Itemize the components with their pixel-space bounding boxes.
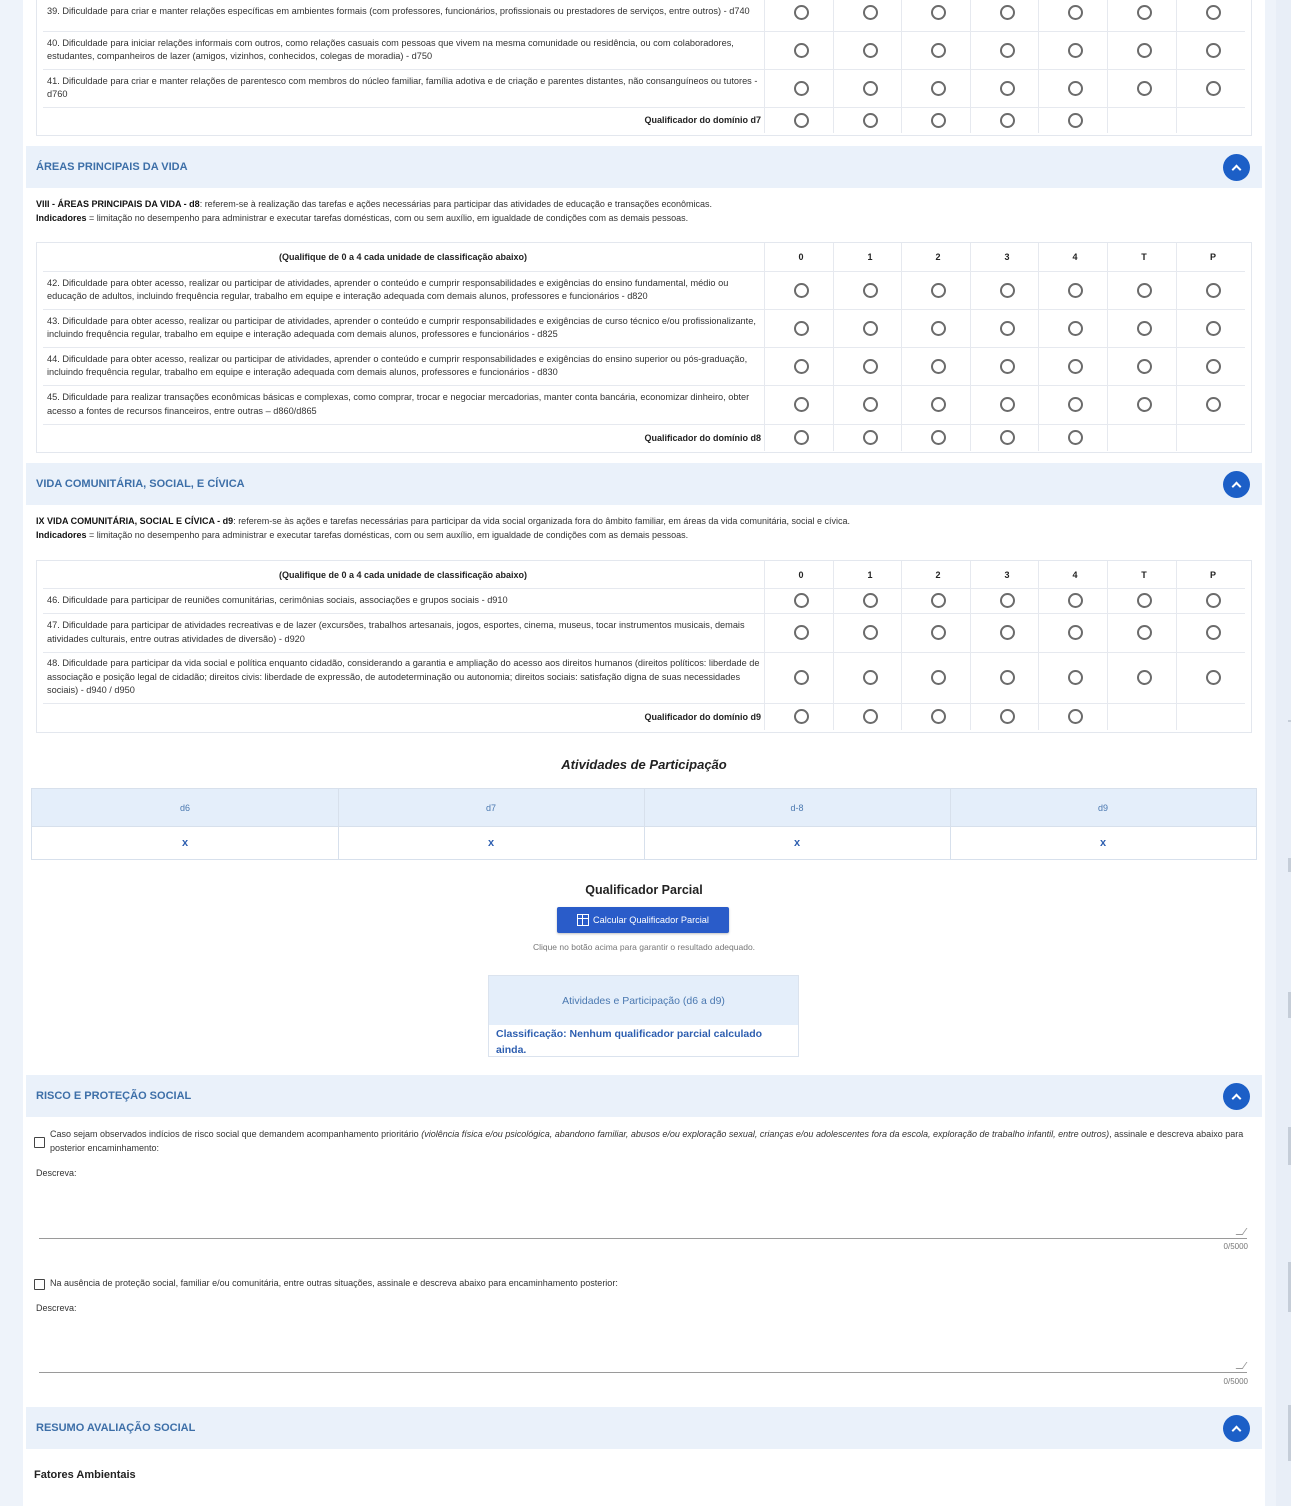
option-column-header: T: [1141, 252, 1147, 262]
answer-radio[interactable]: [794, 625, 809, 640]
answer-radio[interactable]: [794, 43, 809, 58]
character-counter: 0/5000: [1223, 1377, 1248, 1386]
answer-radio[interactable]: [794, 670, 809, 685]
result-box-title: Atividades e Participação (d6 a d9): [489, 976, 798, 1025]
protection-description-textarea[interactable]: [39, 1314, 1247, 1373]
answer-radio[interactable]: [1000, 43, 1015, 58]
chevron-up-icon: [1232, 1425, 1242, 1435]
answer-radio[interactable]: [1206, 593, 1221, 608]
qualifier-radio[interactable]: [863, 709, 878, 724]
section-header-risco-protecao[interactable]: [26, 1075, 1262, 1117]
answer-radio[interactable]: [863, 43, 878, 58]
button-label: Calcular Qualificador Parcial: [593, 915, 709, 925]
participation-value: x: [487, 837, 495, 849]
answer-radio[interactable]: [1137, 359, 1152, 374]
scrollbar-track[interactable]: [1276, 0, 1291, 1506]
answer-radio[interactable]: [1206, 625, 1221, 640]
answer-radio[interactable]: [1000, 593, 1015, 608]
question-text: 45. Dificuldade para realizar transações econômicas básicas e complexas, como comprar, trocar e negociar mercadorias, manter conta bancária, economizar dinheiro, obter acesso a fontes de recursos financeiros, entre outras – d860/d865: [47, 392, 750, 416]
table-header-label: (Qualifique de 0 a 4 cada unidade de classificação abaixo): [278, 252, 528, 262]
answer-radio[interactable]: [1000, 81, 1015, 96]
section-header-resumo[interactable]: [26, 1407, 1262, 1449]
chevron-up-icon: [1232, 164, 1242, 174]
answer-radio[interactable]: [794, 81, 809, 96]
participation-value: x: [1099, 837, 1107, 849]
option-column-header: 3: [1004, 252, 1010, 262]
answer-radio[interactable]: [1137, 321, 1152, 336]
answer-radio[interactable]: [863, 670, 878, 685]
question-text: 43. Dificuldade para obter acesso, realizar ou participar de atividades, aprender o conteúdo e cumprir responsabilidades e exigências de curso técnico e/ou profissionalizante, incluindo frequência regular, trabalho em equipe e interação adequada com demais alunos, professores e funcionários - d825: [47, 315, 756, 339]
answer-radio[interactable]: [931, 625, 946, 640]
answer-radio[interactable]: [1068, 670, 1083, 685]
option-column-header: 2: [935, 569, 941, 580]
answer-radio[interactable]: [863, 5, 878, 20]
answer-radio[interactable]: [863, 359, 878, 374]
participation-column-header: d7: [485, 802, 496, 813]
question-text: 42. Dificuldade para obter acesso, realizar ou participar de atividades, aprender o conteúdo e cumprir responsabilidades e exigências do ensino fundamental, médio ou educação de adultos, incluindo frequência regular, trabalho em equipe e interação adequada com demais alunos, professores e funcionários - d820: [47, 277, 729, 301]
qualifier-radio[interactable]: [863, 113, 878, 128]
qualifier-radio[interactable]: [1000, 430, 1015, 445]
no-protection-checkbox[interactable]: [34, 1279, 45, 1290]
answer-radio[interactable]: [863, 81, 878, 96]
qualifier-radio[interactable]: [794, 113, 809, 128]
answer-radio[interactable]: [794, 321, 809, 336]
answer-radio[interactable]: [1137, 5, 1152, 20]
qualifier-radio[interactable]: [1000, 709, 1015, 724]
question-text: 47. Dificuldade para participar de atividades recreativas e de lazer (excursões, trabalhos artesanais, jogos, esportes, cinema, museus, tocar instrumentos musicais, demais atividades culturais, entre outras atividades de diversão) - d920: [47, 620, 745, 644]
answer-radio[interactable]: [931, 81, 946, 96]
answer-radio[interactable]: [931, 43, 946, 58]
answer-radio[interactable]: [931, 5, 946, 20]
participation-value: x: [793, 837, 801, 849]
chevron-up-icon: [1232, 481, 1242, 491]
qualifier-radio[interactable]: [1068, 113, 1083, 128]
answer-radio[interactable]: [1137, 625, 1152, 640]
answer-radio[interactable]: [931, 283, 946, 298]
resize-handle-icon[interactable]: [1236, 1228, 1248, 1235]
no-protection-label: Na ausência de proteção social, familiar e/ou comunitária, entre outras situações, assinale e descreva abaixo para encaminhamento posterior:: [50, 1278, 618, 1288]
answer-radio[interactable]: [1068, 43, 1083, 58]
answer-radio[interactable]: [931, 593, 946, 608]
answer-radio[interactable]: [863, 321, 878, 336]
domain-qualifier-label: Qualificador do domínio d8: [644, 432, 761, 443]
domain-qualifier-label: Qualificador do domínio d9: [644, 711, 761, 722]
section-title: RESUMO AVALIAÇÃO SOCIAL: [36, 1422, 196, 1434]
section-title: ÁREAS PRINCIPAIS DA VIDA: [36, 161, 188, 173]
qualifier-radio[interactable]: [1068, 430, 1083, 445]
option-column-header: P: [1209, 252, 1216, 262]
form-page: [23, 0, 1265, 1506]
answer-radio[interactable]: [1000, 670, 1015, 685]
risk-indicator-label: Caso sejam observados indícios de risco social que demandem acompanhamento prioritário (violência física e/ou psicológica, abandono familiar, abusos e/ou exploração sexual, crianças e/ou adolescentes fora da escola, exploração de trabalho infantil, entre outros), assinale e descreva abaixo para posterior encaminhamento:: [50, 1129, 1244, 1154]
answer-radio[interactable]: [1137, 283, 1152, 298]
qualifier-radio[interactable]: [863, 430, 878, 445]
collapse-toggle-button[interactable]: [1223, 1415, 1250, 1442]
qualifier-radio[interactable]: [931, 709, 946, 724]
section-header-areas-principais[interactable]: [26, 146, 1262, 188]
participation-table: [31, 788, 1257, 860]
answer-radio[interactable]: [931, 321, 946, 336]
qualifier-radio[interactable]: [1000, 113, 1015, 128]
qualifier-radio[interactable]: [1068, 709, 1083, 724]
participation-column-header: d6: [179, 802, 190, 813]
d9-question-table: [36, 560, 1252, 733]
section-title: VIDA COMUNITÁRIA, SOCIAL, E CÍVICA: [36, 478, 245, 490]
describe-label: Descreva:: [36, 1168, 77, 1178]
option-column-header: 2: [935, 252, 941, 262]
option-column-header: 0: [798, 252, 804, 262]
risk-indicator-checkbox[interactable]: [34, 1137, 45, 1148]
answer-radio[interactable]: [794, 397, 809, 412]
participation-value: x: [181, 837, 189, 849]
question-text: 46. Dificuldade para participar de reuniões comunitárias, cerimônias sociais, associações e grupos sociais - d910: [47, 594, 508, 605]
table-header-label: (Qualifique de 0 a 4 cada unidade de classificação abaixo): [278, 569, 528, 580]
answer-radio[interactable]: [1137, 81, 1152, 96]
answer-radio[interactable]: [863, 397, 878, 412]
collapse-toggle-button[interactable]: [1223, 471, 1250, 498]
answer-radio[interactable]: [1068, 359, 1083, 374]
answer-radio[interactable]: [1068, 321, 1083, 336]
answer-radio[interactable]: [1000, 625, 1015, 640]
participation-column-header: d-8: [790, 802, 804, 813]
answer-radio[interactable]: [1206, 359, 1221, 374]
collapse-toggle-button[interactable]: [1223, 1083, 1250, 1110]
answer-radio[interactable]: [1206, 5, 1221, 20]
d8-question-table: [36, 242, 1252, 453]
answer-radio[interactable]: [1068, 283, 1083, 298]
answer-radio[interactable]: [1068, 5, 1083, 20]
resize-handle-icon[interactable]: [1236, 1362, 1248, 1369]
qualifier-radio[interactable]: [794, 430, 809, 445]
participation-title: Atividades de Participação: [561, 757, 727, 772]
domain-qualifier-label: Qualificador do domínio d7: [644, 115, 761, 125]
risk-description-textarea[interactable]: [39, 1180, 1247, 1239]
qualifier-radio[interactable]: [794, 709, 809, 724]
answer-radio[interactable]: [863, 625, 878, 640]
option-column-header: 3: [1004, 569, 1010, 580]
answer-radio[interactable]: [1206, 321, 1221, 336]
answer-radio[interactable]: [1000, 321, 1015, 336]
answer-radio[interactable]: [1068, 81, 1083, 96]
option-column-header: 1: [867, 252, 873, 262]
summary-subtitle: Fatores Ambientais: [34, 1469, 136, 1481]
partial-result-box: [488, 975, 799, 1057]
option-column-header: 4: [1072, 252, 1078, 262]
answer-radio[interactable]: [1206, 670, 1221, 685]
d7-question-table: [36, 0, 1252, 136]
answer-radio[interactable]: [931, 359, 946, 374]
section-description: VIII - ÁREAS PRINCIPAIS DA VIDA - d8: referem-se à realização das tarefas e ações necessárias para participar das atividades de educação e transações econômicas. Indicadores = limitação no desempenho para administrar e executar tarefas domésticas, com ou sem auxílio, em igualdade de condições com as demais pessoas.: [36, 199, 712, 223]
answer-radio[interactable]: [863, 593, 878, 608]
partial-hint: Clique no botão acima para garantir o resultado adequado.: [532, 942, 756, 952]
participation-column-header: d9: [1097, 802, 1108, 813]
calculator-icon: [577, 914, 589, 926]
qualifier-radio[interactable]: [931, 113, 946, 128]
answer-radio[interactable]: [1206, 43, 1221, 58]
question-text: 39. Dificuldade para criar e manter relações específicas em ambientes formais (com professores, funcionários, profissionais ou prestadores de serviços, entre outros) - d740: [47, 6, 750, 17]
option-column-header: P: [1209, 569, 1216, 580]
option-column-header: 1: [867, 569, 873, 580]
answer-radio[interactable]: [1000, 5, 1015, 20]
describe-label: Descreva:: [36, 1303, 77, 1313]
answer-radio[interactable]: [1137, 43, 1152, 58]
question-text: 44. Dificuldade para obter acesso, realizar ou participar de atividades, aprender o conteúdo e cumprir responsabilidades e exigências do ensino superior ou pós-graduação, incluindo frequência regular, trabalho em equipe e interação adequada com demais alunos, professores e funcionários - d830: [47, 353, 748, 377]
answer-radio[interactable]: [931, 670, 946, 685]
classification-text: Classificação: Nenhum qualificador parcial calculado ainda.: [496, 1028, 763, 1056]
answer-radio[interactable]: [1137, 593, 1152, 608]
answer-radio[interactable]: [794, 359, 809, 374]
answer-radio[interactable]: [863, 283, 878, 298]
answer-radio[interactable]: [1206, 81, 1221, 96]
partial-qualifier-title: Qualificador Parcial: [585, 883, 703, 897]
answer-radio[interactable]: [1206, 397, 1221, 412]
qualifier-radio[interactable]: [931, 430, 946, 445]
answer-radio[interactable]: [1206, 283, 1221, 298]
calculate-partial-qualifier-button[interactable]: [557, 907, 729, 933]
section-title: RISCO E PROTEÇÃO SOCIAL: [36, 1090, 192, 1102]
question-text: 40. Dificuldade para iniciar relações informais com outros, como relações casuais com pessoas que vivem na mesma comunidade ou residência, ou com colaboradores, estudantes, companheiros de lazer (amigos, vizinhos, conhecidos, colegas de moradia) - d750: [47, 37, 734, 61]
option-column-header: T: [1141, 569, 1147, 580]
answer-radio[interactable]: [1137, 397, 1152, 412]
question-text: 41. Dificuldade para criar e manter relações de parentesco com membros do núcleo familiar, família adotiva e de criação e parentes distantes, não consanguíneos ou tutores - d760: [47, 75, 758, 99]
answer-radio[interactable]: [794, 283, 809, 298]
option-column-header: 0: [798, 569, 804, 580]
option-column-header: 4: [1072, 569, 1078, 580]
collapse-toggle-button[interactable]: [1223, 154, 1250, 181]
chevron-up-icon: [1232, 1093, 1242, 1103]
answer-radio[interactable]: [931, 397, 946, 412]
answer-radio[interactable]: [1137, 670, 1152, 685]
character-counter: 0/5000: [1223, 1242, 1248, 1251]
answer-radio[interactable]: [1000, 397, 1015, 412]
question-text: 48. Dificuldade para participar da vida social e política enquanto cidadão, considerando a garantia e ampliação do acesso aos direitos humanos (direitos políticos: liberdade de associação e posição legal de cidadão; direitos civis: liberdade de expressão, de autodeterminação ou autonomia; direitos sociais: satisfação digna de suas necessidades sociais) - d940 / d950: [47, 658, 760, 696]
answer-radio[interactable]: [1000, 283, 1015, 298]
answer-radio[interactable]: [1068, 397, 1083, 412]
section-description: IX VIDA COMUNITÁRIA, SOCIAL E CÍVICA - d9: referem-se às ações e tarefas necessárias para participar da vida social organizada fora do âmbito familiar, em áreas da vida comunitária, social e cívica. Indicadores = limitação no desempenho para administrar e executar tarefas domésticas, com ou sem auxílio, em igualdade de condições com as demais pessoas.: [36, 516, 850, 540]
answer-radio[interactable]: [1068, 593, 1083, 608]
answer-radio[interactable]: [794, 593, 809, 608]
answer-radio[interactable]: [794, 5, 809, 20]
section-header-vida-comunitaria[interactable]: [26, 463, 1262, 505]
answer-radio[interactable]: [1000, 359, 1015, 374]
answer-radio[interactable]: [1068, 625, 1083, 640]
